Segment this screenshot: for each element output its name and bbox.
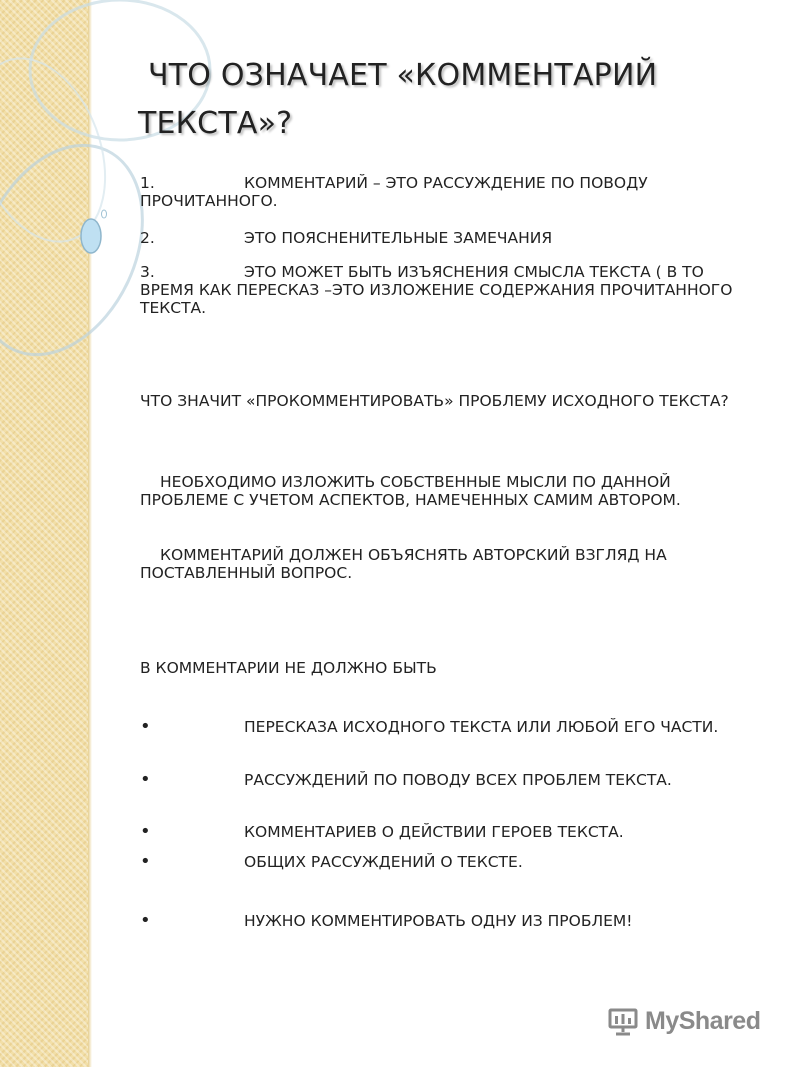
restriction-text: РАССУЖДЕНИЙ ПО ПОВОДУ ВСЕХ ПРОБЛЕМ ТЕКСТА. bbox=[244, 771, 672, 789]
final-note-text: НУЖНО КОММЕНТИРОВАТЬ ОДНУ ИЗ ПРОБЛЕМ! bbox=[244, 912, 633, 930]
definition-marker: 2. bbox=[140, 229, 155, 247]
bullet-icon: • bbox=[140, 769, 151, 790]
definition-item-1 bbox=[140, 174, 760, 210]
bullet-icon: • bbox=[140, 821, 151, 842]
question-text: ЧТО ЗНАЧИТ «ПРОКОММЕНТИРОВАТЬ» ПРОБЛЕМУ ИСХОДНОГО ТЕКСТА? bbox=[140, 392, 729, 410]
final-note bbox=[140, 912, 760, 930]
restriction-text: КОММЕНТАРИЕВ О ДЕЙСТВИИ ГЕРОЕВ ТЕКСТА. bbox=[244, 823, 624, 841]
bullet-icon: • bbox=[140, 716, 151, 737]
slide-title bbox=[138, 52, 748, 148]
definition-text: КОММЕНТАРИЙ – ЭТО РАССУЖДЕНИЕ ПО ПОВОДУ ПРОЧИТАННОГО. bbox=[140, 174, 648, 210]
bullet-icon: • bbox=[140, 910, 151, 931]
restriction-item bbox=[140, 823, 760, 841]
definition-text: ЭТО МОЖЕТ БЫТЬ ИЗЪЯСНЕНИЯ СМЫСЛА ТЕКСТА ( В ТО ВРЕМЯ КАК ПЕРЕСКАЗ –ЭТО ИЗЛОЖЕНИЕ СОДЕРЖАНИЯ ПРОЧИТАННОГО ТЕКСТА. bbox=[140, 263, 733, 317]
myshared-logo[interactable] bbox=[607, 1004, 760, 1038]
title-line-2: ТЕКСТА»? bbox=[138, 106, 293, 141]
bullet-icon: • bbox=[140, 851, 151, 872]
definition-text: ЭТО ПОЯСНЕНИТЕЛЬНЫЕ ЗАМЕЧАНИЯ bbox=[244, 229, 553, 247]
restriction-item bbox=[140, 771, 760, 789]
definition-item-3 bbox=[140, 263, 760, 317]
restriction-text: ОБЩИХ РАССУЖДЕНИЙ О ТЕКСТЕ. bbox=[244, 853, 523, 871]
restriction-text: ПЕРЕСКАЗА ИСХОДНОГО ТЕКСТА ИЛИ ЛЮБОЙ ЕГО ЧАСТИ. bbox=[244, 718, 719, 736]
answer-paragraph-1: НЕОБХОДИМО ИЗЛОЖИТЬ СОБСТВЕННЫЕ МЫСЛИ ПО ДАННОЙ ПРОБЛЕМЕ С УЧЕТОМ АСПЕКТОВ, НАМЕЧЕННЫХ САМИМ АВТОРОМ. bbox=[140, 473, 681, 509]
title-line-1: ЧТО ОЗНАЧАЕТ «КОММЕНТАРИЙ bbox=[148, 58, 658, 93]
myshared-logo-icon bbox=[607, 1005, 639, 1037]
definition-item-2 bbox=[140, 229, 760, 247]
answer-paragraph-2: КОММЕНТАРИЙ ДОЛЖЕН ОБЪЯСНЯТЬ АВТОРСКИЙ ВЗГЛЯД НА ПОСТАВЛЕННЫЙ ВОПРОС. bbox=[140, 546, 667, 582]
restriction-item bbox=[140, 718, 760, 736]
definition-marker: 1. bbox=[140, 174, 155, 192]
logo-text: MyShared bbox=[645, 1006, 761, 1035]
restriction-item bbox=[140, 853, 760, 871]
restrictions-heading: В КОММЕНТАРИИ НЕ ДОЛЖНО БЫТЬ bbox=[140, 659, 437, 677]
definition-marker: 3. bbox=[140, 263, 155, 281]
